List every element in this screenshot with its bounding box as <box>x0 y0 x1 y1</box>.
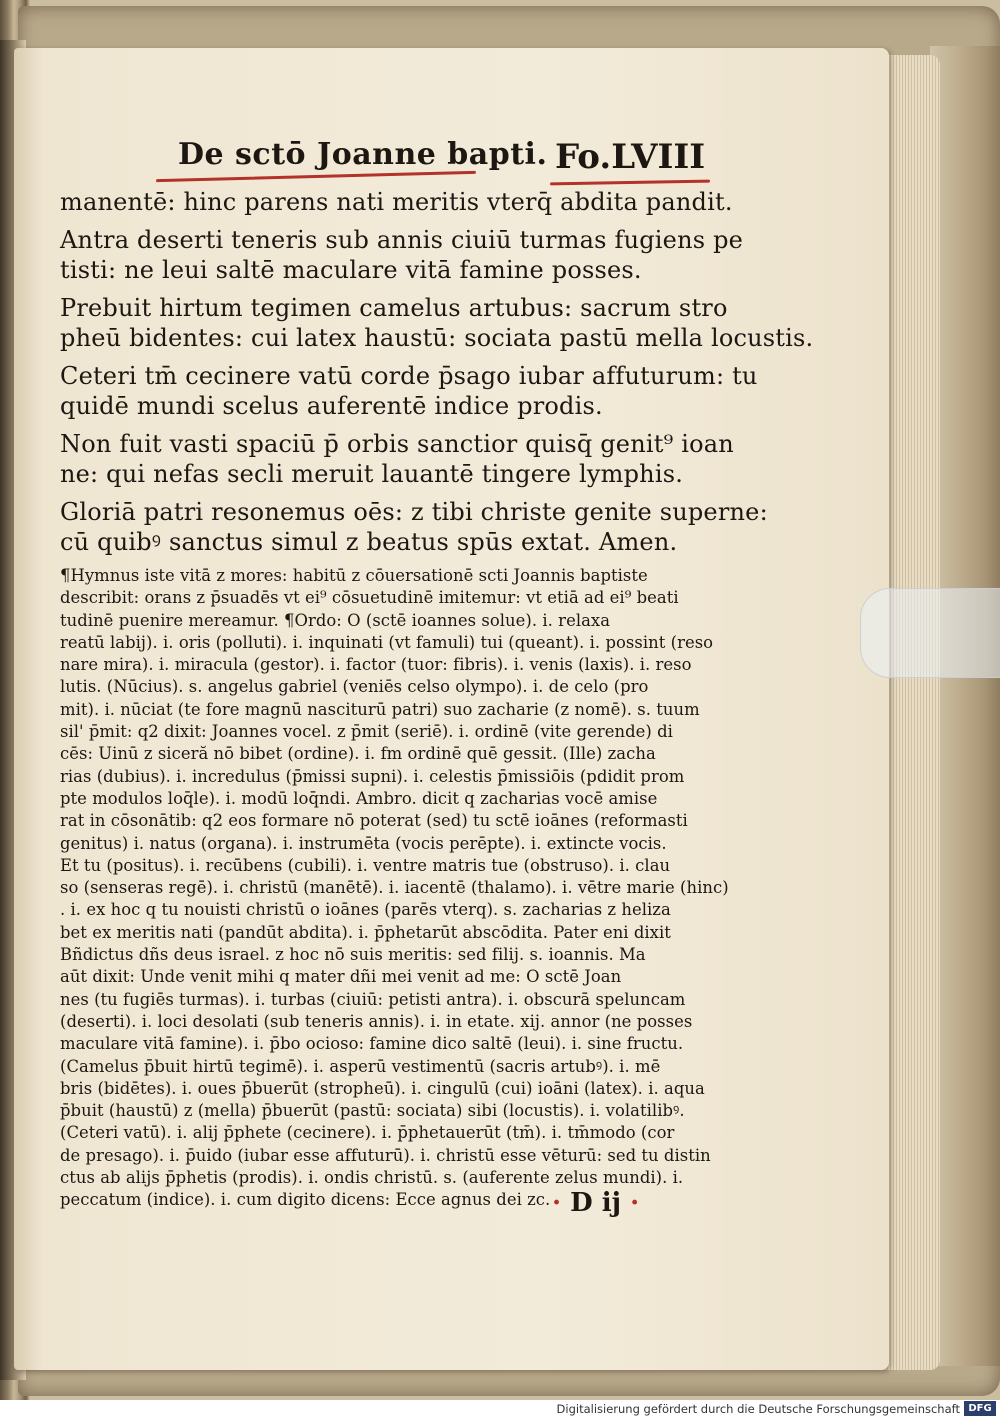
commentary-line: peccatum (indice). i. cum digito dicens: Ecce agnus dei zc. <box>60 1190 551 1210</box>
verse-line: pheū bidentes: cui latex haustū: sociata pastū mella locustis. <box>60 324 814 352</box>
verse-line: manentē: hinc parens nati meritis vterq̄ abdita pandit. <box>60 188 733 216</box>
commentary-line: tudinē puenire mereamur. ¶Ordo: O (sctē ioannes solue). i. relaxa <box>60 610 611 630</box>
verse-line: ne: qui nefas secli meruit lauantē tingere lymphis. <box>60 460 684 488</box>
commentary-line: . i. ex hoc q tu nouisti christū o ioānes (parēs vterq). s. zacharias z heliza <box>60 900 671 920</box>
commentary-line: Et tu (positus). i. recūbens (cubili). i. ventre matris tue (obstruso). i. clau <box>60 855 671 875</box>
commentary-line: rias (dubius). i. incredulus (p̄missi supni). i. celestis p̄missiōis (pdidit prom <box>60 766 685 786</box>
commentary-line: (deserti). i. loci desolati (sub teneris annis). i. in etate. xij. annor (ne posses <box>60 1011 693 1031</box>
commentary-text <box>60 565 729 1212</box>
commentary-line: aūt dixit: Unde venit mihi q mater dñi mei venit ad me: O sctē Joan <box>60 967 622 987</box>
commentary-line: maculare vitā famine). i. p̄bo ocioso: famine dico saltē (leui). i. sine fructu. <box>60 1034 684 1054</box>
rubric-underline <box>156 171 476 182</box>
commentary-line: reatū labij). i. oris (polluti). i. inquinati (vt famuli) tui (queant). i. possint (reso <box>60 632 714 652</box>
commentary-line: lutis. (Nūcius). s. angelus gabriel (veniēs celso olympo). i. de celo (pro <box>60 677 649 697</box>
commentary-line: nes (tu fugiēs turmas). i. turbas (ciuiū: petisti antra). i. obscurā speluncam <box>60 989 686 1009</box>
commentary-line: p̄buit (haustū) z (mella) p̄buerūt (pastū: sociata) sibi (locustis). i. volatilibꝰ. <box>60 1101 685 1121</box>
verse-line: Ceteri tm̄ cecinere vatū corde p̄sago iubar affuturum: tu <box>60 362 758 390</box>
cover-edge <box>930 46 1000 1366</box>
hymn-stanza <box>60 497 768 557</box>
commentary-line: rat in cōsonātib: q2 eos formare nō poterat (sed) tu sctē ioānes (reformasti <box>60 811 688 831</box>
hymn-stanza <box>60 187 733 217</box>
verse-line: tisti: ne leui saltē maculare vitā famine posses. <box>60 256 642 284</box>
commentary-line: Bñdictus dñs deus israel. z hoc nō suis meritis: sed filij. s. ioannis. Ma <box>60 945 646 965</box>
digitization-credit: Digitalisierung gefördert durch die Deutsche Forschungsgemeinschaft <box>556 1402 960 1416</box>
signature-text: D ij <box>570 1188 622 1218</box>
commentary-line: bet ex meritis nati (pandūt abdita). i. p̄phetarūt abscōdita. Pater eni dixit <box>60 922 671 942</box>
hymn-stanza <box>60 429 734 489</box>
verse-line: Gloriā patri resonemus oēs: z tibi christe genite superne: <box>60 498 768 526</box>
rubric-underline <box>550 180 710 186</box>
verse-line: Antra deserti teneris sub annis ciuiū turmas fugiens pe <box>60 226 744 254</box>
verse-line: cū quibꝰ sanctus simul z beatus spūs extat. Amen. <box>60 528 678 556</box>
running-title: De sctō Joanne bapti. <box>178 137 548 172</box>
verse-line: quidē mundi scelus auferentē indice prodis. <box>60 392 603 420</box>
page-header <box>60 135 720 187</box>
commentary-line: genitus) i. natus (organa). i. instrumēta (vocis perēpte). i. extincte vocis. <box>60 833 667 853</box>
commentary-line: describit: orans z p̄suadēs vt ei⁹ cōsuetudinē imitemur: vt etiā ad ei⁹ beati <box>60 588 679 608</box>
commentary-line: de presago). i. p̄uido (iubar esse affuturū). i. christū esse vēturū: sed tu distin <box>60 1145 711 1165</box>
signature-mark: · D ij · <box>552 1188 640 1218</box>
commentary-line: sil' p̄mit: q2 dixit: Joannes vocel. z p̄mit (seriē). i. ordinē (vite gerende) di <box>60 722 673 742</box>
commentary-line: mit). i. nūciat (te fore magnū nasciturū patri) suo zacharie (z nomē). s. tuum <box>60 699 700 719</box>
hymn-verses <box>60 187 814 557</box>
verse-line: Non fuit vasti spaciū p̄ orbis sanctior quisq̄ genit⁹ ioan <box>60 430 734 458</box>
commentary-line: pte modulos loq̄le). i. modū loq̄ndi. Ambro. dicit q zacharias vocē amise <box>60 788 658 808</box>
folio-number: Fo.LVIII <box>555 137 706 177</box>
hymn-stanza <box>60 361 758 421</box>
verse-line: Prebuit hirtum tegimen camelus artubus: sacrum stro <box>60 294 728 322</box>
commentary-line: (Ceteri vatū). i. alij p̄phete (cecinere). i. p̄phetauerūt (tm̄). i. tm̄modo (cor <box>60 1123 675 1143</box>
commentary-line: bris (bidētes). i. oues p̄buerūt (stropheū). i. cingulū (cui) ioāni (latex). i. aqua <box>60 1078 705 1098</box>
hymn-stanza <box>60 225 744 285</box>
printed-text-block <box>60 135 814 1212</box>
clear-bookmark-tab <box>860 588 1000 678</box>
commentary-line: ctus ab alijs p̄phetis (prodis). i. ondis christū. s. (auferente zelus mundi). i. <box>60 1168 684 1188</box>
commentary-line: cēs: Uinū z siceră nō bibet (ordine). i. fm ordinē quē gessit. (Ille) zacha <box>60 744 656 764</box>
commentary-line: (Camelus p̄buit hirtū tegimē). i. asperū vestimentū (sacris artubꝰ). i. mē <box>60 1056 661 1076</box>
dfg-logo: DFG <box>964 1401 996 1416</box>
commentary-line: nare mira). i. miracula (gestor). i. factor (tuor: fibris). i. venis (laxis). i. reso <box>60 655 692 675</box>
commentary-line: ¶Hymnus iste vitā z mores: habitū z cōuersationē scti Joannis baptiste <box>60 566 648 585</box>
hymn-stanza <box>60 293 814 353</box>
commentary-line: so (senseras regē). i. christū (manētē). i. iacentē (thalamo). i. vētre marie (hinc) <box>60 878 729 898</box>
